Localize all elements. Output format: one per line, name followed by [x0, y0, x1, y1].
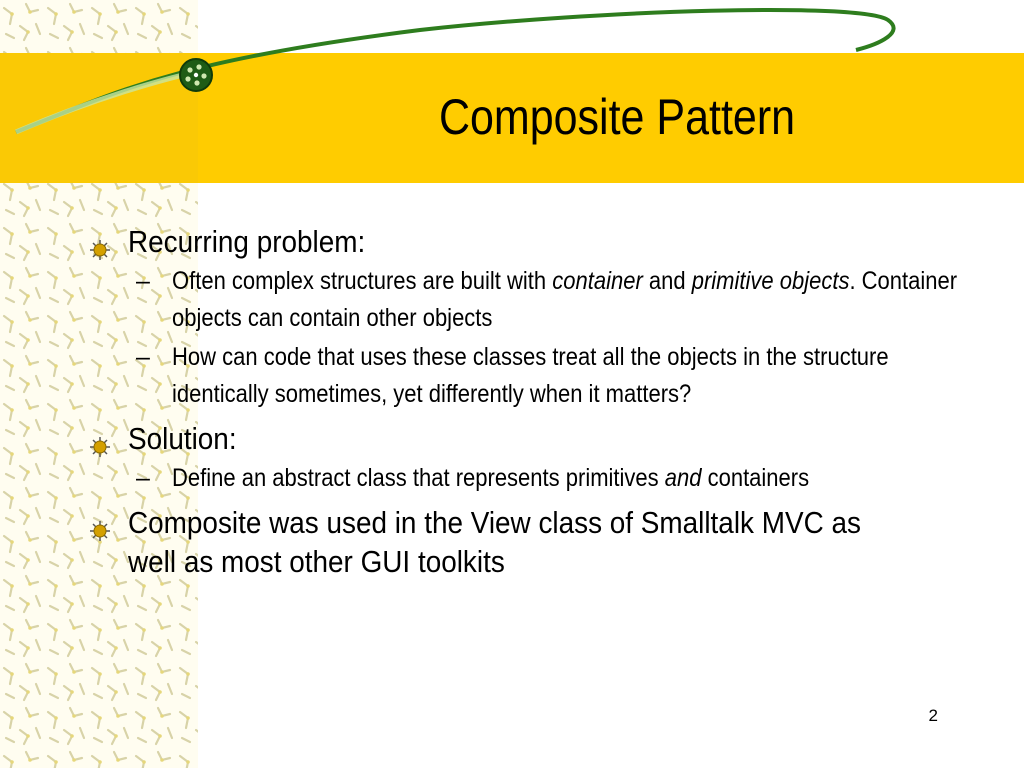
sub-bullet-item	[88, 263, 988, 337]
text-run: and	[642, 267, 692, 295]
dash-marker: –	[136, 343, 150, 371]
sub-bullet-text	[172, 339, 982, 413]
text-run: . Container objects can contain other objects	[172, 267, 958, 332]
bullet-text: Composite was used in the View class of Smalltalk MVC as well as most other GUI toolkits	[128, 505, 861, 579]
starburst-bullet-icon	[88, 513, 112, 537]
bullet-text: Recurring problem:	[128, 224, 366, 259]
emphasis-text: primitive objects	[691, 267, 850, 295]
globe-icon	[180, 59, 212, 91]
page-number: 2	[928, 706, 938, 725]
emphasis-text: and	[664, 464, 702, 492]
sub-bullet-text	[172, 263, 982, 337]
slide-title: Composite Pattern	[438, 89, 796, 145]
starburst-bullet-icon	[88, 232, 112, 256]
bullet-item	[88, 222, 988, 261]
slide-body	[88, 218, 988, 581]
dash-marker: –	[136, 464, 150, 492]
bullet-item	[88, 503, 988, 581]
text-run: Often complex structures are built with	[172, 267, 553, 295]
text-run: Define an abstract class that represents primitives	[172, 464, 665, 492]
sub-bullet-text	[172, 460, 982, 497]
text-run: How can code that uses these classes treat all the objects in the structure identically sometimes, yet differently when it matters?	[172, 343, 889, 408]
bullet-item	[88, 419, 988, 458]
emphasis-text: container	[552, 267, 643, 295]
sub-bullet-item	[88, 460, 988, 497]
starburst-bullet-icon	[88, 429, 112, 453]
dash-marker: –	[136, 267, 150, 295]
text-run: containers	[701, 464, 810, 492]
bullet-text: Solution:	[128, 421, 237, 456]
sub-bullet-item	[88, 339, 988, 413]
